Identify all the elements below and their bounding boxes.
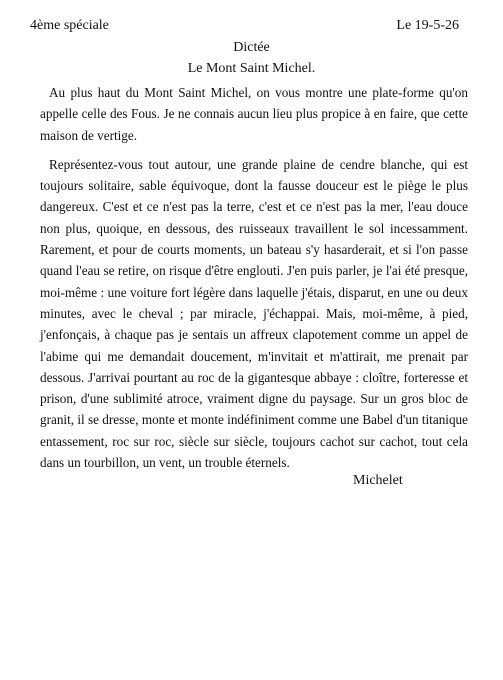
dictation-body <box>40 82 468 473</box>
document-title: Le Mont Saint Michel. <box>187 61 316 76</box>
date-label: Le 19-5-26 <box>396 18 459 33</box>
author-signature: Michelet <box>353 473 403 488</box>
paragraph-2: Représentez-vous tout autour, une grande plaine de cendre blanche, qui est toujours solitaire, sable équivoque, dont la fausse douceur est le piège le plus dangereux. C'est et ce n'est pas la terre, c'est et ce n'est pas la mer, l'eau douce non plus, quoique, en dessous, des ruisseaux travaillent le sol incessamment. Rarement, et pour de courts moments, un bateau s'y hasarderait, et si l'on passe quand l'eau se retire, on risque d'être englouti. J'en puis parler, je l'ai été presque, moi-même : une voiture fort légère dans laquelle j'étais, disparut, en une ou deux minutes, avec le cheval ; par miracle, j'échappai. Mais, moi-même, à pied, j'enfonçais, à chaque pas je sentais un affreux clapotement comme un appel de l'abime qui me demandait doucement, m'invitait et m'attirait, me prenait par dessous. J'arrivai pourtant au roc de la gigantesque abbaye : cloître, forteresse et prison, d'une sublimité atroce, vraiment digne du paysage. Sur un gros bloc de granit, il se dresse, monte et monte indéfiniment comme une Babel d'un titanique entassement, roc sur roc, siècle sur siècle, toujours cachot sur cachot, tout cela dans un tourbillon, un vent, un trouble éternels. <box>40 156 468 471</box>
class-label: 4ème spéciale <box>30 18 109 33</box>
document-type-heading: Dictée <box>233 40 270 55</box>
paragraph-1: Au plus haut du Mont Saint Michel, on vous montre une plate-forme qu'on appelle celle des Fous. Je ne connais aucun lieu plus propice à en faire, que cette maison de vertige. <box>40 85 468 143</box>
